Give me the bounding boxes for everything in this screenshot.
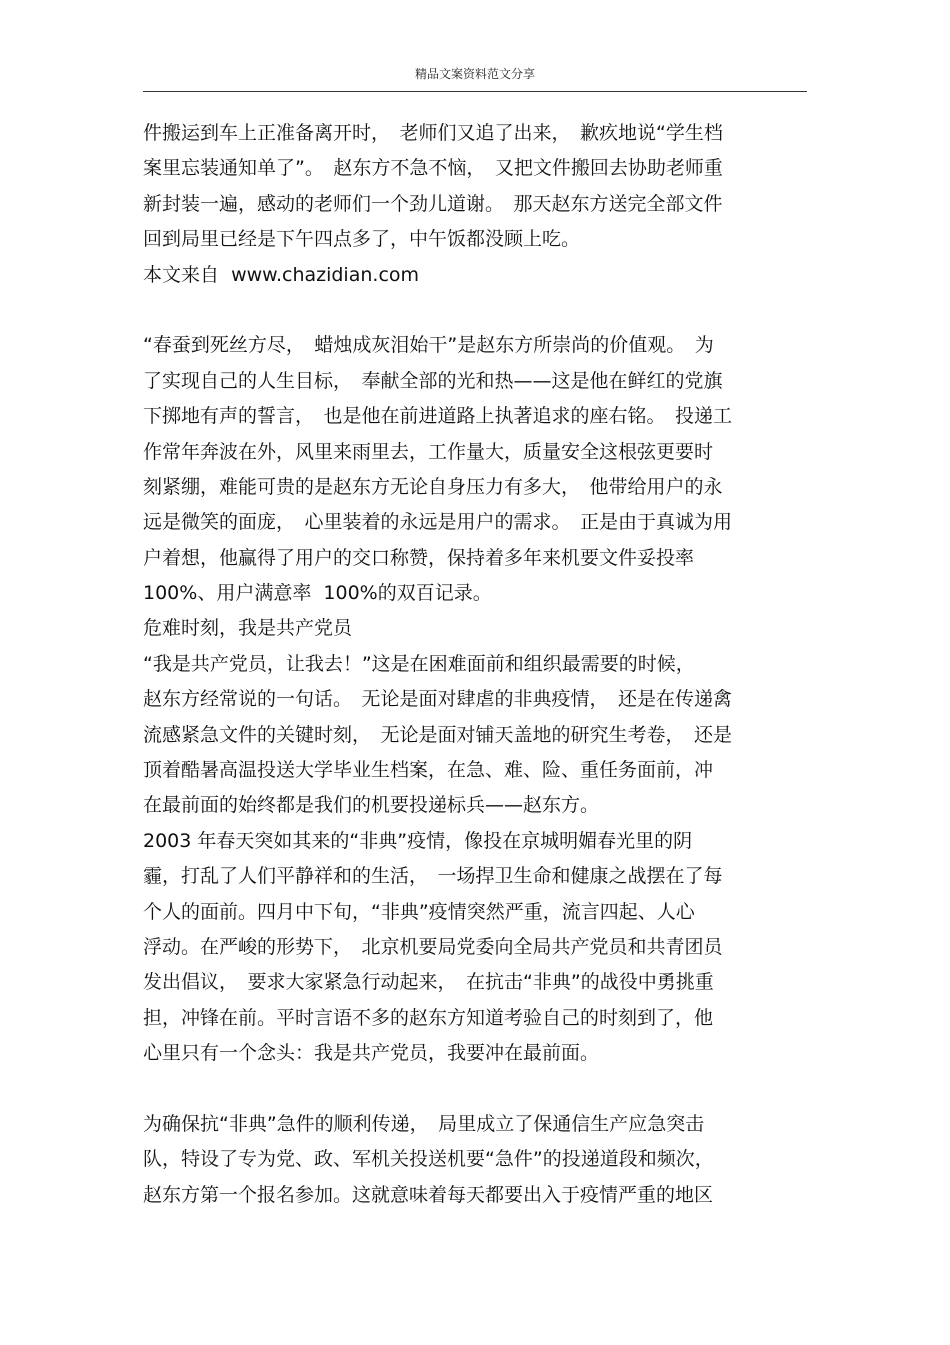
text-line: 件搬运到车上正准备离开时， 老师们又追了出来， 歉疚地说“学生档	[143, 122, 723, 144]
page-header: 精品文案资料范文分享	[414, 67, 535, 81]
text-line: 心里只有一个念头：我是共产党员，我要冲在最前面。	[143, 1042, 600, 1065]
text-line: 回到局里已经是下午四点多了，中午饭都没顾上吃。	[143, 228, 581, 251]
text-line: 赵东方第一个报名参加。这就意味着每天都要出入于疫情严重的地区	[143, 1183, 714, 1206]
text-line: 个人的面前。四月中下旬，“非典”疫情突然严重，流言四起、人心	[143, 900, 695, 923]
text-line: 100%、用户满意率 100%的双百记录。	[143, 582, 492, 605]
text-line: 浮动。在严峻的形势下， 北京机要局党委向全局共产党员和共青团员	[143, 935, 723, 958]
text-line: 赵东方经常说的一句话。 无论是面对肆虐的非典疫情， 还是在传递禽	[143, 688, 733, 711]
text-line: 作常年奔波在外，风里来雨里去，工作量大，质量安全这根弦更要时	[143, 440, 714, 463]
document-body	[143, 116, 823, 1213]
header-divider	[143, 91, 807, 92]
text-line: 为确保抗“非典”急件的顺利传递， 局里成立了保通信生产应急突击	[143, 1112, 705, 1135]
blank-line	[143, 293, 823, 328]
text-line: 在最前面的始终都是我们的机要投递标兵——赵东方。	[143, 794, 600, 817]
text-line: 危难时刻，我是共产党员	[143, 617, 353, 640]
text-line: 下掷地有声的誓言， 也是他在前进道路上执著追求的座右铭。 投递工	[143, 405, 733, 428]
text-line: 2003 年春天突如其来的“非典”疫情，像投在京城明媚春光里的阴	[143, 829, 693, 852]
text-line: 案里忘装通知单了”。 赵东方不急不恼， 又把文件搬回去协助老师重	[143, 157, 723, 180]
text-line: 发出倡议， 要求大家紧急行动起来， 在抗击“非典”的战役中勇挑重	[143, 971, 714, 994]
text-line: “我是共产党员，让我去！”这是在困难面前和组织最需要的时候，	[143, 652, 695, 675]
text-line: 队，特设了专为党、政、军机关投送机要“急件”的投递道段和频次，	[143, 1148, 714, 1171]
text-line: 了实现自己的人生目标， 奉献全部的光和热——这是他在鲜红的党旗	[143, 369, 723, 392]
text-line: 流感紧急文件的关键时刻， 无论是面对铺天盖地的研究生考卷， 还是	[143, 723, 733, 746]
text-line: 户着想，他赢得了用户的交口称赞，保持着多年来机要文件妥投率	[143, 546, 695, 569]
text-line: 新封装一遍，感动的老师们一个劲儿道谢。 那天赵东方送完全部文件	[143, 192, 723, 215]
blank-line	[143, 1072, 823, 1107]
text-line: “春蚕到死丝方尽， 蜡烛成灰泪始干”是赵东方所崇尚的价值观。 为	[143, 334, 714, 357]
text-line: 远是微笑的面庞， 心里装着的永远是用户的需求。 正是由于真诚为用	[143, 511, 733, 534]
text-line: 霾，打乱了人们平静祥和的生活， 一场捍卫生命和健康之战摆在了每	[143, 865, 723, 888]
text-line: 顶着酷暑高温投送大学毕业生档案，在急、难、险、重任务面前，冲	[143, 759, 714, 782]
text-line: 本文来自 www.chazidian.com	[143, 263, 420, 286]
text-line: 担，冲锋在前。平时言语不多的赵东方知道考验自己的时刻到了，他	[143, 1006, 714, 1029]
text-line: 刻紧绷，难能可贵的是赵东方无论自身压力有多大， 他带给用户的永	[143, 475, 723, 498]
